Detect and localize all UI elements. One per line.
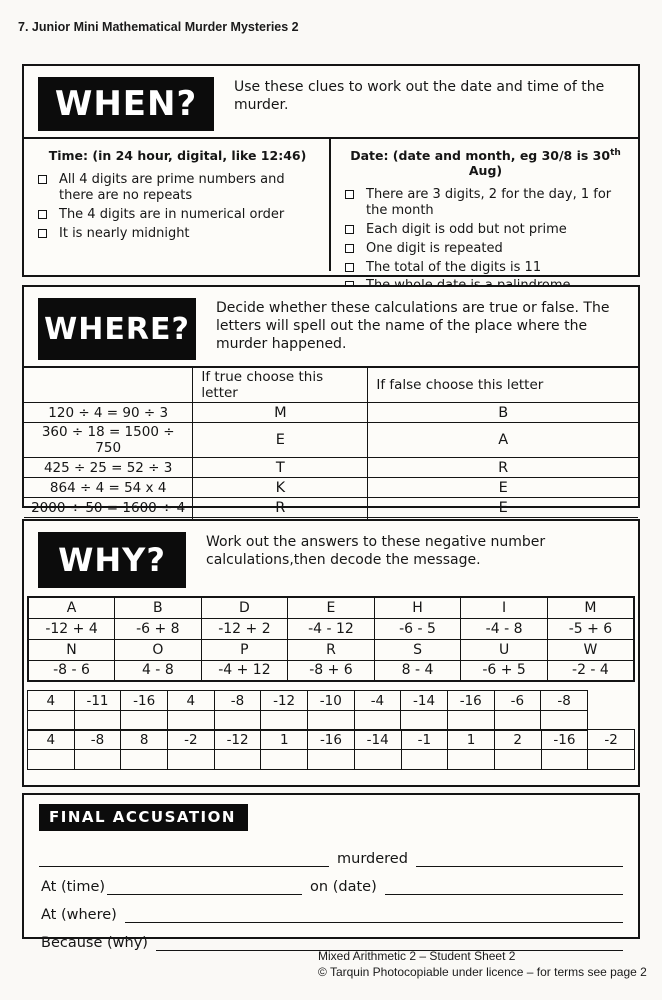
time-clue-list	[32, 172, 323, 241]
decode-number-cell: -12	[261, 691, 308, 711]
time-label: At (time)	[41, 879, 106, 895]
decode-answer-row-1	[28, 711, 588, 731]
where-line	[39, 895, 623, 923]
key-calc-cell: -12 + 4	[28, 618, 115, 639]
key-calc-cell: -4 - 8	[461, 618, 548, 639]
decode-answer-cell[interactable]	[354, 711, 401, 731]
decode-answer-cell[interactable]	[74, 711, 121, 731]
decode-number-cell: -16	[121, 691, 168, 711]
date-clue-item	[345, 187, 630, 219]
when-title-block	[38, 77, 214, 131]
decode-answer-cell[interactable]	[167, 711, 214, 731]
why-instructions: Work out the answers to these negative number calculations,then decode the message.	[206, 534, 546, 569]
false-letter-cell: A	[368, 423, 638, 458]
decode-answer-cell[interactable]	[121, 750, 168, 770]
decode-number-cell: -8	[214, 691, 261, 711]
decode-number-cell: 4	[28, 730, 75, 750]
true-letter-cell: T	[193, 458, 368, 478]
decode-number-cell: -12	[214, 730, 261, 750]
murder-statement-line	[39, 839, 623, 867]
decode-answer-cell[interactable]	[401, 750, 448, 770]
decode-number-cell: -16	[308, 730, 355, 750]
where-table-row	[24, 403, 638, 423]
why-title-block	[38, 532, 186, 588]
checkbox-icon[interactable]	[345, 190, 354, 199]
checkbox-icon[interactable]	[38, 175, 47, 184]
true-letter-cell: K	[193, 478, 368, 498]
decode-answer-cell[interactable]	[541, 750, 588, 770]
footer-sheet-title: Mixed Arithmetic 2 – Student Sheet 2	[318, 949, 516, 963]
key-calc-cell: -4 + 12	[201, 660, 288, 681]
decode-number-cell: 1	[448, 730, 495, 750]
time-clue-item	[38, 172, 321, 204]
time-clue-item	[38, 226, 321, 242]
key-letter-cell: S	[374, 639, 461, 660]
key-calc-cell: -8 - 6	[28, 660, 115, 681]
date-blank[interactable]	[385, 875, 623, 895]
section-final-accusation	[22, 793, 640, 951]
decode-answer-cell[interactable]	[541, 711, 588, 731]
calculation-cell: 120 ÷ 4 = 90 ÷ 3	[24, 403, 193, 423]
key-letter-cell: N	[28, 639, 115, 660]
decode-answer-cell[interactable]	[308, 750, 355, 770]
decode-answer-row-2	[28, 750, 635, 770]
key-letter-cell: D	[201, 597, 288, 618]
decode-answer-cell[interactable]	[261, 750, 308, 770]
date-clue-item	[345, 222, 630, 238]
page-footer	[318, 948, 647, 980]
murdered-label: murdered	[337, 851, 408, 867]
false-letter-cell: E	[368, 498, 638, 518]
section-why	[22, 519, 640, 787]
checkbox-icon[interactable]	[345, 244, 354, 253]
decode-numbers-row-1	[28, 691, 588, 711]
decode-number-cell: -11	[74, 691, 121, 711]
decode-answer-cell[interactable]	[494, 711, 541, 731]
clue-text: It is nearly midnight	[59, 225, 190, 241]
false-letter-cell: R	[368, 458, 638, 478]
key-calc-cell: -6 + 8	[115, 618, 202, 639]
section-when	[22, 64, 640, 277]
decode-number-cell: 4	[28, 691, 75, 711]
decode-number-cell: -14	[401, 691, 448, 711]
decode-answer-cell[interactable]	[588, 750, 635, 770]
decode-number-cell: 2	[494, 730, 541, 750]
clue-text: The total of the digits is 11	[366, 259, 542, 275]
checkbox-icon[interactable]	[38, 210, 47, 219]
time-heading: Time: (in 24 hour, digital, like 12:46)	[48, 148, 307, 163]
decode-answer-cell[interactable]	[448, 750, 495, 770]
decode-numbers-row-2	[28, 730, 635, 750]
where-title: WHERE?	[44, 311, 190, 347]
when-header	[24, 66, 638, 137]
decode-answer-cell[interactable]	[168, 750, 215, 770]
key-calc-cell: -12 + 2	[201, 618, 288, 639]
when-clue-columns	[24, 137, 638, 275]
decode-answer-cell[interactable]	[74, 750, 121, 770]
key-letter-cell: E	[288, 597, 375, 618]
decode-number-cell: -16	[447, 691, 494, 711]
calculation-cell: 425 ÷ 25 = 52 ÷ 3	[24, 458, 193, 478]
decode-number-cell: -10	[307, 691, 354, 711]
page-header: 7. Junior Mini Mathematical Murder Mysteries 2	[18, 20, 299, 34]
clue-text: There are 3 digits, 2 for the day, 1 for the month	[366, 187, 612, 219]
decode-answer-cell[interactable]	[28, 711, 75, 731]
key-calc-cell: 4 - 8	[115, 660, 202, 681]
where-table-header-row	[24, 367, 638, 403]
decode-number-cell: -16	[541, 730, 588, 750]
clue-text: The 4 digits are in numerical order	[59, 206, 285, 222]
false-letter-cell: B	[368, 403, 638, 423]
victim-name-blank[interactable]	[416, 847, 623, 867]
decode-number-cell: 4	[167, 691, 214, 711]
key-calcs-row-2	[28, 660, 634, 681]
decode-number-cell: 8	[121, 730, 168, 750]
true-letter-cell: E	[193, 423, 368, 458]
time-date-line	[39, 867, 623, 895]
key-letter-cell: A	[28, 597, 115, 618]
where-title-block	[38, 298, 196, 360]
key-letters-row-1	[28, 597, 634, 618]
where-table-row	[24, 458, 638, 478]
false-letter-cell: E	[368, 478, 638, 498]
key-calc-cell: 8 - 4	[374, 660, 461, 681]
decode-answer-cell[interactable]	[121, 711, 168, 731]
section-where	[22, 285, 640, 516]
why-header	[24, 521, 638, 594]
where-col-true: If true choose this letter	[193, 367, 368, 403]
footer-copyright: © Tarquin Photocopiable under licence – for terms see page 2	[318, 965, 647, 980]
decode-table-line-2	[27, 729, 635, 770]
decode-number-cell: -6	[494, 691, 541, 711]
key-calcs-row-1	[28, 618, 634, 639]
where-instructions: Decide whether these calculations are true or false. The letters will spell out the name of the place where the murder happened.	[216, 300, 610, 353]
date-label: on (date)	[310, 879, 377, 895]
date-clue-item	[345, 241, 630, 257]
time-clue-item	[38, 207, 321, 223]
key-letter-cell: M	[547, 597, 634, 618]
calculation-cell: 360 ÷ 18 = 1500 ÷ 750	[24, 423, 193, 458]
key-calc-cell: -4 - 12	[288, 618, 375, 639]
checkbox-icon[interactable]	[345, 263, 354, 272]
key-calc-cell: -6 - 5	[374, 618, 461, 639]
key-calc-cell: -2 - 4	[547, 660, 634, 681]
decode-answer-cell[interactable]	[401, 711, 448, 731]
when-title: WHEN?	[54, 84, 198, 124]
where-table	[24, 366, 638, 538]
true-letter-cell: R	[193, 498, 368, 518]
decode-answer-cell[interactable]	[261, 711, 308, 731]
calculation-cell: 2000 ÷ 50 = 1600 ÷ 4	[24, 498, 193, 518]
date-clue-list	[339, 187, 632, 294]
decode-number-cell: -8	[74, 730, 121, 750]
why-label: Because (why)	[41, 935, 148, 951]
decode-answer-cell[interactable]	[354, 750, 401, 770]
where-header	[24, 287, 638, 366]
key-calc-cell: -8 + 6	[288, 660, 375, 681]
true-letter-cell: M	[193, 403, 368, 423]
where-table-body	[24, 403, 638, 538]
decode-number-cell: 1	[261, 730, 308, 750]
clue-text: Each digit is odd but not prime	[366, 221, 567, 237]
where-table-row	[24, 498, 638, 518]
why-letter-key-table	[27, 596, 635, 682]
where-table-row	[24, 478, 638, 498]
decode-answer-cell[interactable]	[214, 711, 261, 731]
key-letter-cell: H	[374, 597, 461, 618]
date-heading-suffix: Aug)	[468, 163, 503, 179]
decode-number-cell: -8	[541, 691, 588, 711]
key-letter-cell: U	[461, 639, 548, 660]
murderer-name-blank[interactable]	[39, 847, 329, 867]
key-calc-cell: -5 + 6	[547, 618, 634, 639]
decode-number-cell: -4	[354, 691, 401, 711]
where-col-calculation	[24, 367, 193, 403]
key-calc-cell: -6 + 5	[461, 660, 548, 681]
where-label: At (where)	[41, 907, 117, 923]
date-heading-prefix: Date: (date and month, eg 30/8 is 30	[350, 148, 611, 164]
decode-number-cell: -2	[588, 730, 635, 750]
where-blank[interactable]	[125, 903, 623, 923]
when-instructions: Use these clues to work out the date and time of the murder.	[234, 79, 605, 114]
key-letter-cell: B	[115, 597, 202, 618]
key-letter-cell: R	[288, 639, 375, 660]
checkbox-icon[interactable]	[345, 225, 354, 234]
key-letter-cell: O	[115, 639, 202, 660]
decode-number-cell: -14	[354, 730, 401, 750]
decode-answer-cell[interactable]	[214, 750, 261, 770]
calculation-cell: 864 ÷ 4 = 54 x 4	[24, 478, 193, 498]
where-col-false: If false choose this letter	[368, 367, 638, 403]
decode-number-cell: -1	[401, 730, 448, 750]
key-letter-cell: W	[547, 639, 634, 660]
key-letter-cell: P	[201, 639, 288, 660]
key-letter-cell: I	[461, 597, 548, 618]
decode-number-cell: -2	[168, 730, 215, 750]
date-heading-ordinal: th	[610, 148, 621, 158]
key-letters-row-2	[28, 639, 634, 660]
why-title: WHY?	[58, 541, 166, 579]
where-table-row	[24, 423, 638, 458]
why-line	[39, 923, 623, 951]
decode-answer-cell[interactable]	[494, 750, 541, 770]
date-clue-item	[345, 260, 630, 276]
time-blank[interactable]	[107, 875, 302, 895]
checkbox-icon[interactable]	[38, 229, 47, 238]
date-clues-panel	[331, 139, 638, 275]
decode-message-grid	[27, 690, 638, 770]
final-accusation-title: FINAL ACCUSATION	[39, 804, 248, 831]
clue-text: All 4 digits are prime numbers and there are no repeats	[59, 172, 285, 203]
decode-answer-cell[interactable]	[447, 711, 494, 731]
date-heading	[339, 148, 632, 178]
decode-answer-cell[interactable]	[307, 711, 354, 731]
decode-table-line-1	[27, 690, 588, 731]
clue-text: One digit is repeated	[366, 240, 503, 256]
decode-answer-cell[interactable]	[28, 750, 75, 770]
time-clues-panel	[24, 139, 331, 271]
